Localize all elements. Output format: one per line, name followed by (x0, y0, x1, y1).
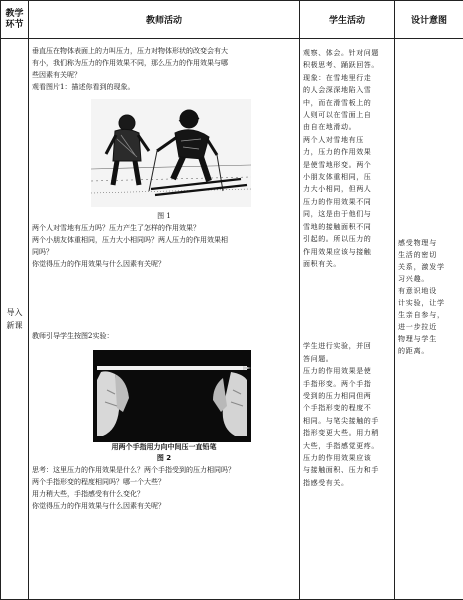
header-teacher-activity: 教师活动 (29, 1, 300, 39)
teacher-question-line: 思考：这里压力的作用效果是什么？两个手指受到的压力相同吗？ (29, 464, 299, 476)
student-activity-cell (300, 39, 395, 600)
teacher-question-line: 用力稍大些，手指感受有什么变化？ (29, 488, 299, 500)
student-line: 力大小相同，但两人 (300, 183, 394, 195)
figure-1 (29, 93, 299, 211)
student-line: 受到的压力相同但两 (300, 390, 394, 402)
design-line: 感受物理与 (395, 237, 463, 249)
student-line: 力，压力的作用效果 (300, 146, 394, 158)
student-line: 同，这是由于他们与 (300, 208, 394, 220)
figure-2-number: 图 2 (29, 453, 299, 464)
student-line: 作用效果应该与接触 (300, 246, 394, 258)
student-line: 指形变更大些。用力稍 (300, 427, 394, 439)
student-line: 小朋友体重相同，压 (300, 171, 394, 183)
student-line: 大些，手指感觉更疼。 (300, 440, 394, 452)
student-line: 手指形变。两个手指 (300, 378, 394, 390)
student-line: 中，而在滑雪板上的 (300, 97, 394, 109)
figure-1-image (91, 99, 251, 207)
design-intent-cell (395, 39, 463, 600)
student-line: 的人会深深地陷入雪 (300, 84, 394, 96)
stage-cell (1, 39, 29, 600)
student-line: 个手指形变的程度不 (300, 402, 394, 414)
student-line: 人则可以在雪面上自 (300, 109, 394, 121)
student-line: 引起的。所以压力的 (300, 233, 394, 245)
teacher-guide-line: 教师引导学生按图2实验： (29, 330, 299, 342)
design-line: 习兴趣。 (395, 273, 463, 285)
pencil (97, 366, 247, 370)
teacher-question-line: 你觉得压力的作用效果与什么因素有关呢？ (29, 500, 299, 512)
figure-1-caption: 图 1 (29, 211, 299, 222)
student-line: 是使雪地形变。两个 (300, 159, 394, 171)
student-line: 压力的作用效果不同 (300, 196, 394, 208)
student-line: 面积有关。 (300, 258, 394, 270)
header-design-intent: 设计意图 (395, 1, 463, 39)
teacher-question-line: 两个人对雪地有压力吗？压力产生了怎样的作用效果？ (29, 222, 299, 234)
header-row (1, 1, 463, 39)
student-line: 相同。与笔尖接触的手 (300, 415, 394, 427)
student-line: 压力的作用效果应该 (300, 452, 394, 464)
teacher-question-line: 两个小朋友体重相同，压力大小相同吗？两人压力的作用效果相 (29, 234, 299, 246)
design-line: 的距离。 (395, 345, 463, 357)
student-line: 与接触面积、压力和手 (300, 464, 394, 476)
student-line: 现象：在雪地里行走 (300, 72, 394, 84)
student-line: 积极思考、踊跃回答。 (300, 59, 394, 71)
content-row (1, 39, 463, 600)
student-line: 两个人对雪地有压 (300, 134, 394, 146)
teacher-question-line: 你觉得压力的作用效果与什么因素有关呢？ (29, 258, 299, 270)
figure-2-caption: 用两个手指用力向中间压一直铅笔 (29, 442, 299, 453)
header-student-activity: 学生活动 (300, 1, 395, 39)
student-line: 雪地的接触面积不同 (300, 221, 394, 233)
teacher-intro-line: 些因素有关呢？ (29, 69, 299, 81)
design-line: 生亲自参与， (395, 309, 463, 321)
teacher-intro-line: 垂直压在物体表面上的力叫压力，压力对物体形状的改变会有大 (29, 45, 299, 57)
design-line: 有意识地设 (395, 285, 463, 297)
design-line: 物理与学生 (395, 333, 463, 345)
design-line: 关系，激发学 (395, 261, 463, 273)
student-line: 观察、体会。针对问题 (300, 47, 394, 59)
student-line: 答问题。 (300, 353, 394, 365)
header-stage-line2: 环节 (1, 20, 28, 31)
teacher-question-line: 同吗？ (29, 246, 299, 258)
stage-label-line2: 新课 (1, 319, 28, 332)
teacher-activity-cell (29, 39, 300, 600)
student-line: 压力的作用效果是使 (300, 365, 394, 377)
student-line: 由自在地滑动。 (300, 121, 394, 133)
teacher-question-line: 两个手指形变的程度相同吗？哪一个大些？ (29, 476, 299, 488)
figure-2-image (93, 350, 251, 442)
design-line: 计实验，让学 (395, 297, 463, 309)
header-stage-line1: 教学 (1, 9, 28, 20)
header-stage (1, 1, 29, 39)
teacher-intro-line: 观看图片1：描述你看到的现象。 (29, 81, 299, 93)
student-line: 指感受有关。 (300, 477, 394, 489)
student-line: 学生进行实验，并回 (300, 340, 394, 352)
design-line: 生活的密切 (395, 249, 463, 261)
teacher-intro-line: 有小，我们称为压力的作用效果不同，那么压力的作用效果与哪 (29, 57, 299, 69)
figure-2 (29, 342, 299, 442)
design-line: 进一步拉近 (395, 321, 463, 333)
stage-label-line1: 导入 (1, 306, 28, 319)
